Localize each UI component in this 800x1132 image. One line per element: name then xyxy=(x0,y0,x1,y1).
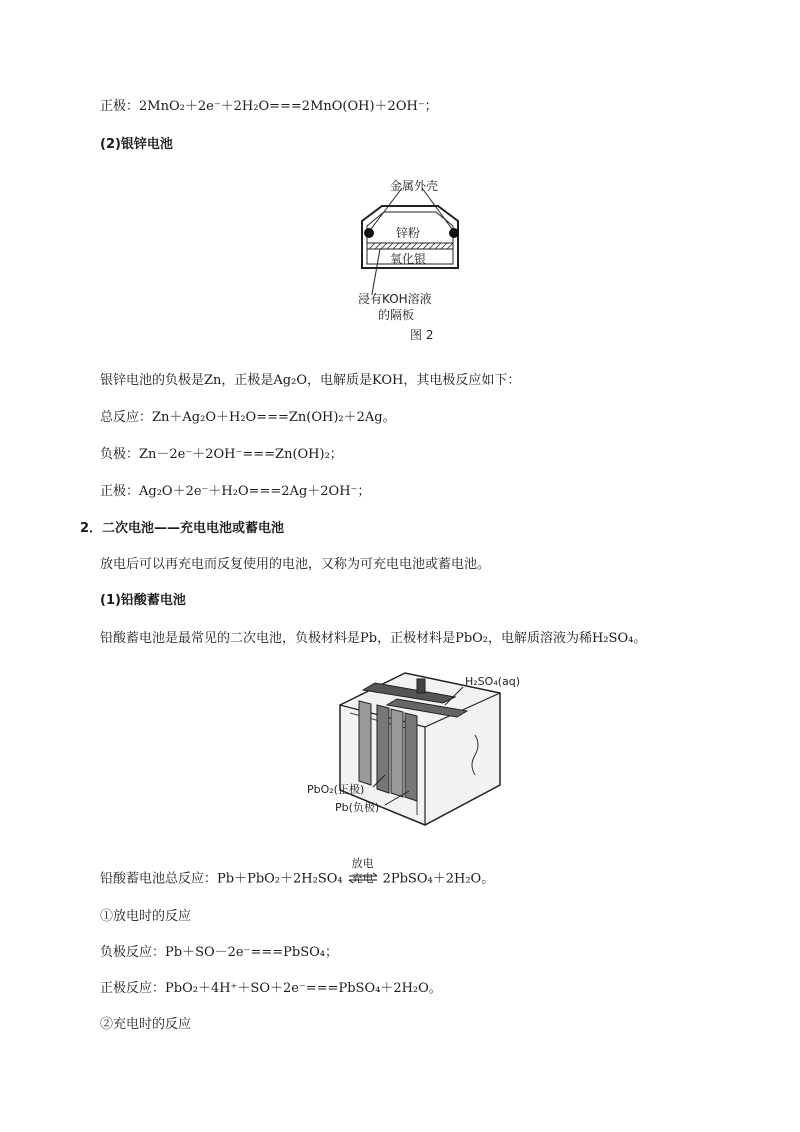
cathode-equation-alkaline: 正极：2MnO₂＋2e⁻＋2H₂O===2MnO(OH)＋2OH⁻； xyxy=(100,99,438,114)
arrow-label-charge: 充电 xyxy=(351,872,374,885)
total-reaction-products: 2PbSO₄＋2H₂O。 xyxy=(382,871,495,887)
label-positive-plate: PbO₂(正极) xyxy=(307,783,365,796)
charge-heading: ②充电时的反应 xyxy=(100,1017,192,1032)
figure-caption: 图 2 xyxy=(410,328,434,342)
silver-zinc-anode: 负极：Zn－2e⁻＋2OH⁻===Zn(OH)₂； xyxy=(100,447,343,462)
section-heading-secondary: 2．二次电池——充电电池或蓄电池 xyxy=(80,521,285,536)
total-reaction-reactants: 铅酸蓄电池总反应：Pb＋PbO₂＋2H₂SO₄ xyxy=(100,871,343,887)
label-metal-shell: 金属外壳 xyxy=(390,179,439,193)
label-silver-oxide: 氧化银 xyxy=(390,252,427,266)
silver-zinc-total-reaction: 总反应：Zn＋Ag₂O＋H₂O===Zn(OH)₂＋2Ag。 xyxy=(100,410,396,425)
section-heading-lead-acid: (1)铅酸蓄电池 xyxy=(100,593,186,608)
arrow-label-discharge: 放电 xyxy=(351,857,374,870)
discharge-cathode-reaction: 正极反应：PbO₂＋4H⁺＋SO＋2e⁻===PbSO₄＋2H₂O。 xyxy=(100,981,442,996)
silver-zinc-cell-figure xyxy=(340,176,480,346)
label-separator-line1: 浸有KOH溶液 xyxy=(358,292,432,306)
discharge-anode-reaction: 负极反应：Pb＋SO－2e⁻===PbSO₄； xyxy=(100,945,338,960)
label-zinc-powder: 锌粉 xyxy=(396,226,421,240)
lead-acid-total-reaction xyxy=(100,857,495,889)
silver-zinc-intro: 银锌电池的负极是Zn，正极是Ag₂O，电解质是KOH，其电极反应如下： xyxy=(100,373,521,388)
discharge-heading: ①放电时的反应 xyxy=(100,909,192,924)
silver-zinc-cathode: 正极：Ag₂O＋2e⁻＋H₂O===2Ag＋2OH⁻； xyxy=(100,484,371,499)
section-heading-silver-zinc: (2)银锌电池 xyxy=(100,137,173,152)
label-sulfuric-acid: H₂SO₄(aq) xyxy=(465,675,521,688)
lead-acid-battery-figure xyxy=(305,665,521,835)
secondary-intro: 放电后可以再充电而反复使用的电池，又称为可充电电池或蓄电池。 xyxy=(100,557,491,572)
label-negative-plate: Pb(负极) xyxy=(335,801,380,814)
label-separator-line2: 的隔板 xyxy=(378,308,415,322)
lead-acid-intro: 铅酸蓄电池是最常见的二次电池，负极材料是Pb，正极材料是PbO₂，电解质溶液为稀H₂SO₄。 xyxy=(100,631,647,646)
reversible-arrow-icon xyxy=(347,857,379,888)
